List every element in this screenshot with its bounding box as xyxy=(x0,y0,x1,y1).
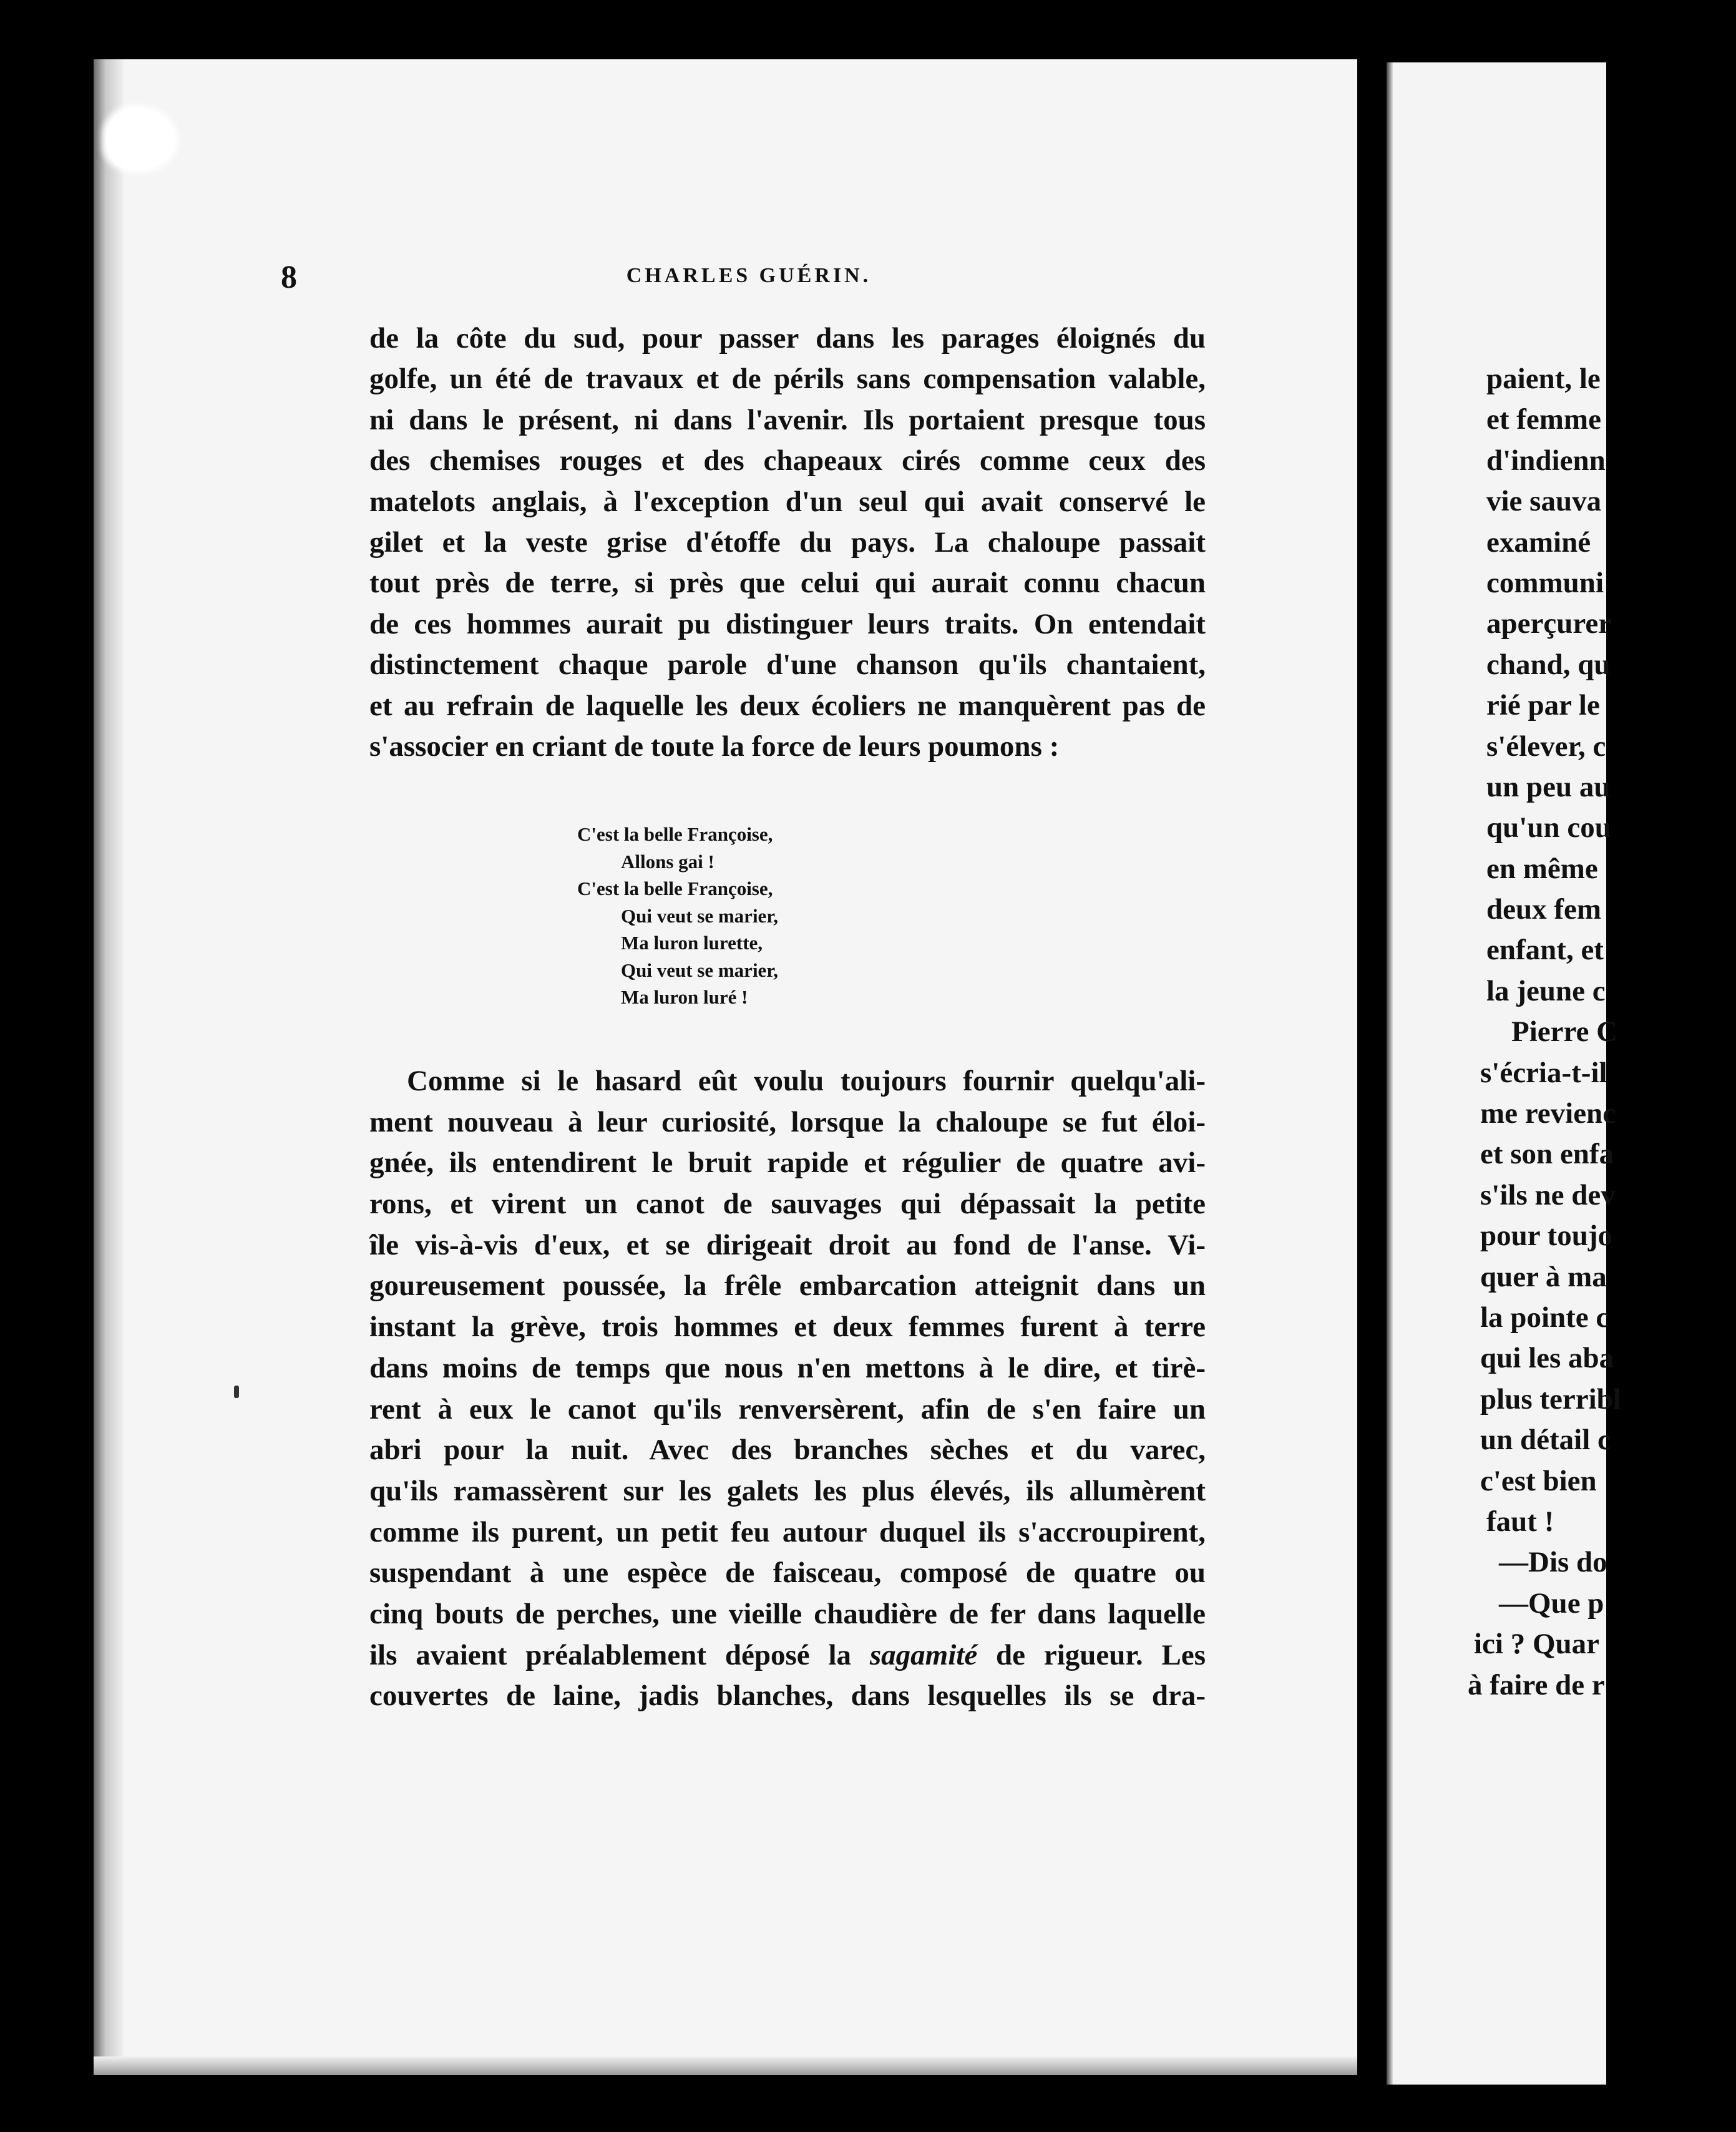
right-page-line: d'indienn xyxy=(1486,444,1606,477)
text-line: comme ils purent, un petit feu autour duquel ils s'accroupirent, xyxy=(369,1515,1206,1548)
text-line: qu'ils ramassèrent sur les galets les plus élevés, ils allumèrent xyxy=(369,1474,1206,1507)
right-page-line: Pierre C xyxy=(1511,1015,1618,1049)
song-line: Qui veut se marier, xyxy=(621,904,778,927)
song-verse xyxy=(577,821,778,1011)
right-page-line: un peu au xyxy=(1486,770,1611,803)
song-line: Allons gai ! xyxy=(621,850,714,873)
text-line: abri pour la nuit. Avec des branches sèches et du varec, xyxy=(369,1434,1206,1467)
right-page-line: communi xyxy=(1486,566,1604,599)
right-page-line: —Dis do xyxy=(1499,1546,1607,1579)
song-line: C'est la belle Françoise, xyxy=(577,823,773,845)
right-page-line: pour toujo xyxy=(1480,1220,1612,1253)
body-text-top xyxy=(369,318,1206,767)
text-line: île vis-à-vis d'eux, et se dirigeait droit au fond de l'anse. Vi- xyxy=(369,1228,1206,1261)
text-line: rent à eux le canot qu'ils renversèrent, afin de s'en faire un xyxy=(369,1392,1206,1425)
song-line: Ma luron lurette, xyxy=(621,932,763,954)
text-line: de ces hommes aurait pu distinguer leurs traits. On entendait xyxy=(369,607,1206,640)
text-line: Comme si le hasard eût voulu toujours fournir quelqu'ali- xyxy=(407,1065,1206,1097)
text-line: goureusement poussée, la frêle embarcation atteignit dans un xyxy=(369,1269,1206,1303)
body-text-bottom xyxy=(369,1061,1206,1717)
song-line: C'est la belle Françoise, xyxy=(577,878,773,899)
right-page xyxy=(1387,62,1621,2085)
right-page-text xyxy=(1468,359,1736,1706)
paper-damage-blot xyxy=(106,109,175,169)
text-line: matelots anglais, à l'exception d'un seul qui avait conservé le xyxy=(369,485,1206,518)
right-page-line: chand, qu xyxy=(1486,648,1611,681)
right-page-line: s'écria-t-il xyxy=(1480,1056,1607,1089)
running-head xyxy=(281,259,1217,296)
text-line: suspendant à une espèce de faisceau, composé de quatre ou xyxy=(369,1557,1206,1590)
right-page-line: et femme xyxy=(1486,403,1601,436)
header-title: CHARLES GUÉRIN. xyxy=(626,264,872,287)
text-line: des chemises rouges et des chapeaux cirés comme ceux des xyxy=(369,444,1206,477)
right-page-line: ici ? Quar xyxy=(1474,1628,1600,1661)
right-page-line: examiné xyxy=(1486,526,1591,559)
text-line: dans moins de temps que nous n'en mettons à le dire, et tirè- xyxy=(369,1351,1206,1384)
text-line: de la côte du sud, pour passer dans les parages éloignés du xyxy=(369,322,1206,355)
right-page-line: paient, le xyxy=(1486,363,1601,395)
right-page-line: faut ! xyxy=(1486,1505,1554,1538)
right-page-edge-shadow xyxy=(1387,62,1393,2085)
text-line: instant la grève, trois hommes et deux femmes furent à terre xyxy=(369,1311,1206,1344)
text-line: tout près de terre, si près que celui qui aurait connu chacun xyxy=(369,567,1206,600)
paragraph-2 xyxy=(369,1061,1206,1717)
right-page-line: plus terribl xyxy=(1480,1382,1621,1416)
page-bottom-edge xyxy=(94,2056,1357,2075)
text-line: gnée, ils entendirent le bruit rapide et régulier de quatre avi- xyxy=(369,1147,1206,1180)
text-line: ils avaient préalablement déposé la sagamité de rigueur. Les xyxy=(369,1638,1206,1671)
right-page-line: en même xyxy=(1486,852,1598,885)
text-line: couvertes de laine, jadis blanches, dans lesquelles ils se dra- xyxy=(369,1680,1206,1713)
song-line: Ma luron luré ! xyxy=(621,986,748,1008)
right-page-line: qu'un cou xyxy=(1486,811,1611,844)
italic-word: sagamité xyxy=(869,1638,978,1671)
text-line: gilet et la veste grise d'étoffe du pays. La chaloupe passait xyxy=(369,526,1206,559)
right-page-line: s'élever, c xyxy=(1486,730,1606,763)
right-page-line: la jeune c xyxy=(1486,974,1606,1007)
text-line: rons, et virent un canot de sauvages qui dépassait la petite xyxy=(369,1188,1206,1221)
right-page-line: c'est bien xyxy=(1480,1464,1597,1497)
right-page-line: vie sauva xyxy=(1486,485,1602,518)
right-page-line: me revienc xyxy=(1480,1097,1616,1130)
right-page-line: s'ils ne dev xyxy=(1480,1178,1616,1211)
right-page-line: un détail c xyxy=(1480,1424,1611,1457)
right-page-line: aperçurer xyxy=(1486,607,1612,640)
paragraph-1 xyxy=(369,318,1206,767)
right-page-line: qui les aba xyxy=(1480,1342,1614,1375)
song-line: Qui veut se marier, xyxy=(621,959,778,981)
text-line: et au refrain de laquelle les deux écoliers ne manquèrent pas de xyxy=(369,689,1206,722)
right-page-line: —Que p xyxy=(1499,1587,1604,1620)
right-page-line: quer à ma xyxy=(1480,1260,1607,1293)
text-line: cinq bouts de perches, une vieille chaudière de fer dans laquelle xyxy=(369,1597,1206,1630)
gutter-shadow xyxy=(94,59,124,2075)
text-line: ment nouveau à leur curiosité, lorsque la chaloupe se fut éloi- xyxy=(369,1105,1206,1138)
text-line: s'associer en criant de toute la force de leurs poumons : xyxy=(369,730,1060,763)
right-page-line: deux fem xyxy=(1486,893,1602,926)
ink-spot xyxy=(234,1386,239,1398)
right-page-line: et son enfa xyxy=(1480,1138,1614,1171)
right-page-line: enfant, et xyxy=(1486,934,1604,967)
text-line: distinctement chaque parole d'une chanson qu'ils chantaient, xyxy=(369,648,1206,682)
right-page-line: rié par le xyxy=(1486,689,1600,722)
page-number: 8 xyxy=(281,260,297,295)
right-page-line: à faire de r xyxy=(1468,1668,1605,1701)
text-line: golfe, un été de travaux et de périls sans compensation valable, xyxy=(369,363,1206,396)
text-line: ni dans le présent, ni dans l'avenir. Ils portaient presque tous xyxy=(369,403,1206,436)
right-page-line: la pointe c xyxy=(1480,1301,1609,1334)
